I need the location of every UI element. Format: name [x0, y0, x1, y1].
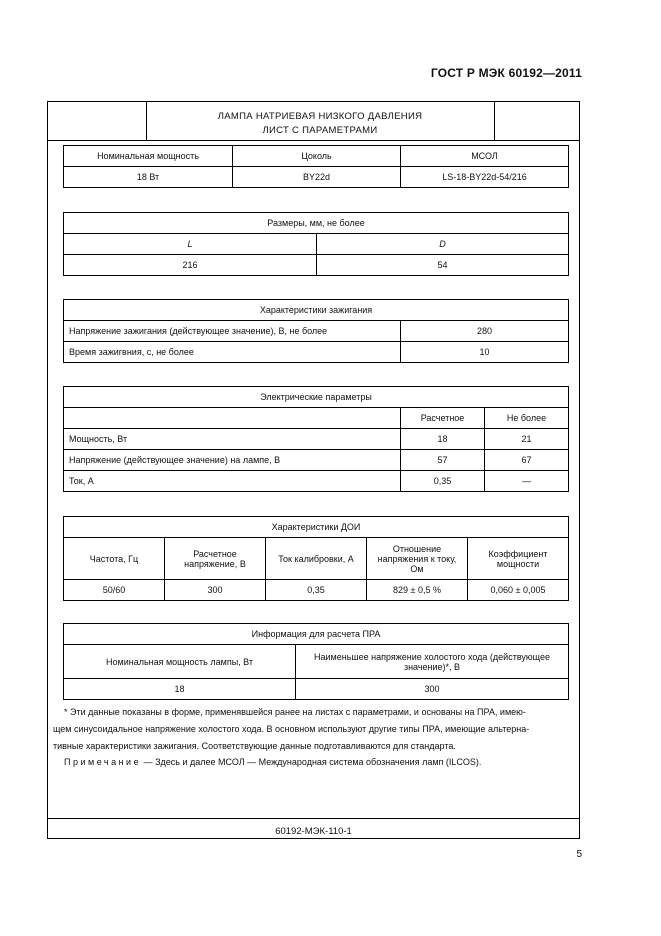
ignition-table — [63, 299, 569, 363]
header-cell: Частота, Гц — [64, 538, 165, 580]
page-number: 5 — [576, 849, 582, 860]
value-cell: 0,35 — [266, 580, 367, 601]
standard-header: ГОСТ Р МЭК 60192—2011 — [430, 66, 582, 80]
value-cell: 50/60 — [64, 580, 165, 601]
value-cell: 67 — [485, 450, 569, 471]
value-cell: 280 — [401, 321, 569, 342]
header-cell: Номинальная мощность лампы, Вт — [64, 645, 296, 679]
value-cell: 21 — [485, 429, 569, 450]
table-row — [64, 167, 569, 188]
table-row — [64, 538, 569, 580]
value-cell: 18 Вт — [64, 167, 233, 188]
header-cell: Расчетное — [401, 408, 485, 429]
footnote-line: щем синусоидальное напряжение холостого хода. В основном используют другие типы ПРА, имеющие альтерна- — [53, 724, 530, 734]
table-title: Электрические параметры — [64, 387, 569, 408]
note-label: Примечание — [64, 757, 142, 767]
value-cell: 829 ± 0,5 % — [367, 580, 468, 601]
ballast-table — [63, 623, 569, 700]
table-row — [64, 321, 569, 342]
table-title: Размеры, мм, не более — [64, 213, 569, 234]
table-row — [64, 471, 569, 492]
value-cell: 300 — [165, 580, 266, 601]
header-cell: Не более — [485, 408, 569, 429]
value-cell: — — [485, 471, 569, 492]
value-cell: 0,060 ± 0,005 — [468, 580, 569, 601]
table-row — [64, 146, 569, 167]
row-label: Ток, А — [64, 471, 401, 492]
note — [64, 757, 481, 767]
main-parameters-table — [63, 145, 569, 188]
empty-cell — [64, 408, 401, 429]
row-label: Время зажигвния, с, не более — [64, 342, 401, 363]
value-cell: 18 — [401, 429, 485, 450]
dimensions-table — [63, 212, 569, 276]
title-bar-divider — [494, 102, 495, 140]
value-cell: BY22d — [233, 167, 401, 188]
header-cell: D — [317, 234, 569, 255]
value-cell: LS-18-BY22d-54/216 — [401, 167, 569, 188]
header-cell: Расчетное напряжение, В — [165, 538, 266, 580]
table-row — [64, 342, 569, 363]
footnote-line: тивные характеристики зажигания. Соответствующие данные подготавливаются для стандарта. — [53, 741, 456, 751]
header-cell: Наименьшее напряжение холостого хода (действующее значение)*, В — [296, 645, 569, 679]
table-row — [64, 624, 569, 645]
header-cell: МСОЛ — [401, 146, 569, 167]
sheet-title: ЛАМПА НАТРИЕВАЯ НИЗКОГО ДАВЛЕНИЯ — [217, 111, 423, 122]
row-label: Мощность, Вт — [64, 429, 401, 450]
value-cell: 0,35 — [401, 471, 485, 492]
table-row — [64, 234, 569, 255]
table-title: Характеристики ДОИ — [64, 517, 569, 538]
table-row — [64, 300, 569, 321]
value-cell: 10 — [401, 342, 569, 363]
value-cell: 216 — [64, 255, 317, 276]
value-cell: 300 — [296, 679, 569, 700]
table-row — [64, 387, 569, 408]
header-cell: Номинальная мощность — [64, 146, 233, 167]
table-row — [64, 679, 569, 700]
header-cell: Коэффициент мощности — [468, 538, 569, 580]
table-row — [64, 580, 569, 601]
sheet-code-bar — [48, 818, 579, 839]
note-text: — Здесь и далее МСОЛ — Международная система обозначения ламп (ILCOS). — [141, 757, 482, 767]
header-cell: Ток калибровки, А — [266, 538, 367, 580]
footnote-line: * Эти данные показаны в форме, применявшейся ранее на листах с параметрами, и основаны на ПРА, имею- — [64, 707, 526, 717]
table-title: Характеристики зажигания — [64, 300, 569, 321]
sheet-subtitle: ЛИСТ С ПАРАМЕТРАМИ — [262, 125, 378, 136]
electrical-table — [63, 386, 569, 492]
table-row — [64, 255, 569, 276]
header-cell: Цоколь — [233, 146, 401, 167]
table-row — [64, 408, 569, 429]
sheet-title-bar — [48, 102, 579, 141]
table-title: Информация для расчета ПРА — [64, 624, 569, 645]
value-cell: 54 — [317, 255, 569, 276]
row-label: Напряжение (действующее значение) на лампе, В — [64, 450, 401, 471]
header-cell: Отношение напряжения к току, Ом — [367, 538, 468, 580]
row-label: Напряжение зажигания (действующее значение), В, не более — [64, 321, 401, 342]
table-row — [64, 517, 569, 538]
value-cell: 18 — [64, 679, 296, 700]
table-row — [64, 429, 569, 450]
value-cell: 57 — [401, 450, 485, 471]
table-row — [64, 213, 569, 234]
table-row — [64, 450, 569, 471]
header-cell: L — [64, 234, 317, 255]
sheet-code: 60192-МЭК-110-1 — [275, 826, 352, 837]
doi-table — [63, 516, 569, 601]
title-bar-left-cell — [48, 102, 147, 140]
table-row — [64, 645, 569, 679]
